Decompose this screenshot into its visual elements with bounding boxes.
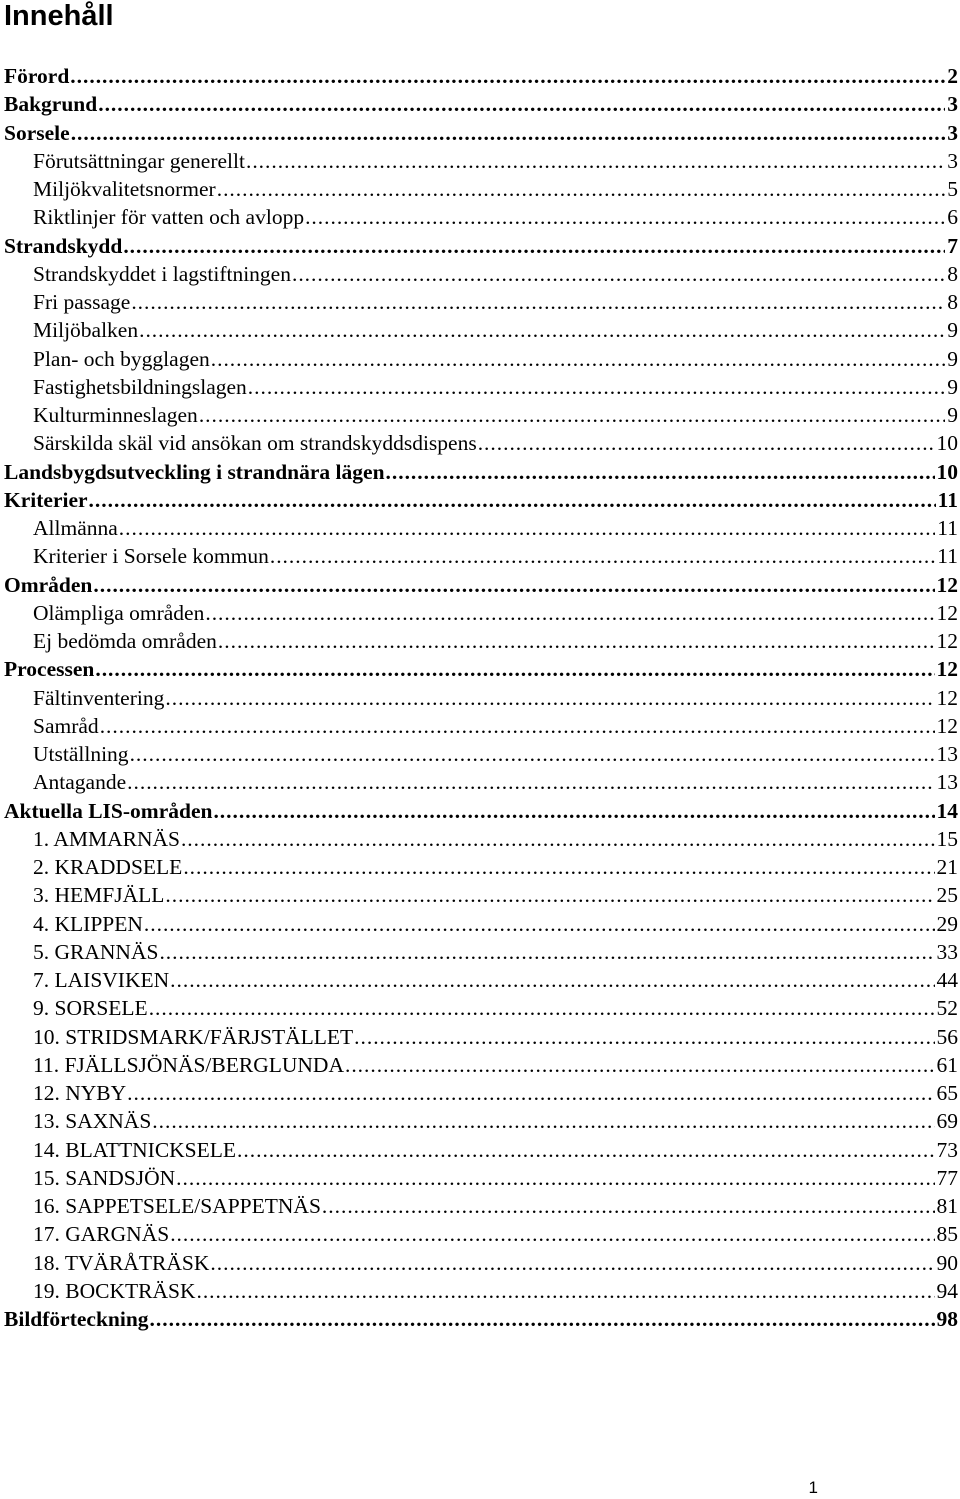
toc-entry[interactable] (4, 1192, 958, 1220)
toc-entry-page-number: 7 (947, 233, 958, 258)
toc-entry[interactable] (4, 627, 958, 655)
toc-entry-label: Riktlinjer för vatten och avlopp (33, 205, 305, 230)
toc-entry-page-number: 13 (936, 742, 958, 766)
toc-entry[interactable] (4, 90, 958, 118)
dot-leader (246, 147, 945, 175)
toc-entry-label: Plan- och bygglagen (33, 346, 210, 371)
toc-entry-page-number: 9 (947, 403, 958, 427)
dot-leader (93, 571, 934, 599)
dot-leader (199, 401, 945, 429)
toc-entry-page-number: 14 (936, 798, 958, 823)
toc-entry-page-number: 12 (936, 629, 958, 653)
toc-entry-page-number: 73 (936, 1137, 958, 1162)
toc-entry-label: Landsbygdsutveckling i strandnära lägen (4, 459, 385, 484)
toc-entry-label: Kriterier (4, 487, 88, 512)
dot-leader (165, 684, 934, 712)
toc-entry-page-number: 3 (947, 120, 958, 145)
toc-entry[interactable] (4, 1079, 958, 1107)
toc-entry-label: Olämpliga områden (33, 600, 205, 625)
toc-entry-label: Förutsättningar generellt (33, 148, 245, 173)
toc-entry-label: 10. STRIDSMARK/FÄRJSTÄLLET (33, 1024, 354, 1049)
toc-entry[interactable] (4, 768, 958, 796)
toc-entry-page-number: 56 (936, 1024, 958, 1049)
toc-entry-label: Bildförteckning (4, 1307, 149, 1331)
toc-entry[interactable] (4, 881, 958, 909)
toc-entry[interactable] (4, 712, 958, 740)
toc-entry-page-number: 11 (937, 544, 958, 569)
toc-entry-page-number: 52 (936, 996, 958, 1021)
toc-entry[interactable] (4, 147, 958, 175)
toc-entry-label: 19. BOCKTRÄSK (33, 1278, 196, 1303)
dot-leader (181, 825, 935, 853)
toc-entry[interactable] (4, 119, 958, 147)
toc-entry-page-number: 65 (936, 1081, 958, 1105)
toc-entry-label: 15. SANDSJÖN (33, 1165, 176, 1190)
toc-entry-page-number: 3 (947, 148, 958, 173)
toc-list (4, 62, 958, 1333)
toc-entry[interactable] (4, 1051, 958, 1079)
toc-entry-page-number: 44 (936, 968, 958, 992)
toc-entry-page-number: 3 (947, 92, 958, 117)
toc-entry[interactable] (4, 203, 958, 231)
toc-entry[interactable] (4, 740, 958, 768)
toc-entry[interactable] (4, 429, 958, 457)
toc-entry-page-number: 5 (947, 177, 958, 201)
toc-entry-label: Strandskydd (4, 233, 123, 258)
dot-leader (305, 203, 945, 231)
toc-entry-page-number: 12 (936, 713, 958, 738)
toc-entry[interactable] (4, 1107, 958, 1135)
toc-entry-page-number: 13 (936, 770, 958, 795)
toc-entry[interactable] (4, 401, 958, 429)
toc-entry-label: Antagande (33, 770, 127, 795)
toc-entry-page-number: 12 (936, 685, 958, 710)
dot-leader (100, 712, 935, 740)
toc-entry[interactable] (4, 853, 958, 881)
toc-entry-label: Fastighetsbildningslagen (33, 374, 247, 399)
toc-entry[interactable] (4, 825, 958, 853)
toc-entry[interactable] (4, 260, 958, 288)
toc-entry-label: Miljökvalitetsnormer (33, 177, 216, 201)
dot-leader (149, 994, 935, 1022)
toc-entry-page-number: 8 (947, 290, 958, 314)
toc-entry[interactable] (4, 1249, 958, 1277)
dot-leader (217, 175, 946, 203)
toc-entry-page-number: 8 (947, 261, 958, 286)
toc-entry[interactable] (4, 316, 958, 344)
toc-entry-label: 17. GARGNÄS (33, 1222, 170, 1247)
toc-entry-label: Aktuella LIS-områden (4, 798, 213, 823)
toc-entry-page-number: 33 (936, 939, 958, 964)
toc-entry-label: Ej bedömda områden (33, 629, 217, 653)
toc-entry[interactable] (4, 1136, 958, 1164)
toc-entry[interactable] (4, 938, 958, 966)
toc-entry-page-number: 21 (936, 855, 958, 879)
toc-entry[interactable] (4, 1305, 958, 1333)
toc-entry-label: 5. GRANNÄS (33, 939, 159, 964)
dot-leader (152, 1107, 934, 1135)
toc-entry-page-number: 61 (936, 1052, 958, 1077)
toc-entry-label: Strandskyddet i lagstiftningen (33, 261, 291, 286)
toc-entry-label: 14. BLATTNICKSELE (33, 1137, 237, 1162)
dot-leader (322, 1192, 935, 1220)
toc-entry-page-number: 9 (947, 346, 958, 371)
dot-leader (159, 938, 934, 966)
toc-entry-page-number: 85 (936, 1222, 958, 1247)
toc-entry-page-number: 98 (936, 1307, 958, 1331)
toc-entry-label: 1. AMMARNÄS (33, 826, 180, 851)
toc-entry-label: Samråd (33, 713, 99, 738)
toc-entry[interactable] (4, 655, 958, 683)
toc-entry-label: Miljöbalken (33, 318, 139, 343)
dot-leader (170, 1220, 934, 1248)
dot-leader (70, 62, 945, 90)
toc-entry-label: Sorsele (4, 120, 70, 145)
dot-leader (292, 260, 945, 288)
dot-leader (127, 1079, 934, 1107)
toc-entry[interactable] (4, 62, 958, 90)
toc-entry-page-number: 12 (936, 657, 958, 682)
dot-leader (213, 797, 934, 825)
toc-entry-page-number: 11 (937, 516, 958, 540)
dot-leader (218, 627, 935, 655)
toc-entry-label: 16. SAPPETSELE/SAPPETNÄS (33, 1194, 321, 1218)
toc-entry-label: Allmänna (33, 516, 118, 540)
page-number: 1 (808, 1478, 818, 1497)
toc-title: Innehåll (4, 0, 114, 32)
dot-leader (345, 1051, 935, 1079)
toc-entry-label: 4. KLIPPEN (33, 911, 143, 936)
toc-entry[interactable] (4, 684, 958, 712)
dot-leader (170, 966, 934, 994)
toc-entry-label: 7. LAISVIKEN (33, 968, 170, 992)
toc-entry-label: Bakgrund (4, 92, 98, 117)
toc-entry-label: Särskilda skäl vid ansökan om strandskyddsdispens (33, 431, 477, 456)
dot-leader (354, 1023, 934, 1051)
toc-entry-label: Kulturminneslagen (33, 403, 198, 427)
dot-leader (144, 910, 935, 938)
toc-entry[interactable] (4, 1023, 958, 1051)
toc-entry[interactable] (4, 373, 958, 401)
toc-entry-label: Förord (4, 64, 70, 88)
dot-leader (165, 881, 934, 909)
toc-entry[interactable] (4, 288, 958, 316)
toc-entry[interactable] (4, 486, 958, 514)
toc-entry-page-number: 10 (936, 431, 958, 456)
dot-leader (248, 373, 945, 401)
toc-entry-page-number: 81 (936, 1194, 958, 1218)
toc-entry[interactable] (4, 599, 958, 627)
dot-leader (139, 316, 945, 344)
toc-entry-label: 11. FJÄLLSJÖNÄS/BERGLUNDA (33, 1052, 344, 1077)
toc-entry[interactable] (4, 542, 958, 570)
toc-entry[interactable] (4, 797, 958, 825)
toc-entry[interactable] (4, 910, 958, 938)
toc-entry[interactable] (4, 1164, 958, 1192)
dot-leader (211, 345, 946, 373)
dot-leader (89, 486, 936, 514)
toc-entry-page-number: 90 (936, 1250, 958, 1275)
toc-entry-label: 13. SAXNÄS (33, 1109, 152, 1134)
toc-entry[interactable] (4, 345, 958, 373)
dot-leader (210, 1249, 934, 1277)
toc-entry[interactable] (4, 1220, 958, 1248)
toc-entry[interactable] (4, 1277, 958, 1305)
toc-entry-page-number: 15 (936, 826, 958, 851)
toc-entry-page-number: 12 (936, 572, 958, 597)
toc-entry-page-number: 12 (936, 600, 958, 625)
dot-leader (131, 288, 945, 316)
toc-entry-label: 3. HEMFJÄLL (33, 883, 165, 908)
toc-entry-label: 2. KRADDSELE (33, 855, 183, 879)
dot-leader (71, 119, 946, 147)
toc-entry[interactable] (4, 994, 958, 1022)
toc-entry-page-number: 94 (936, 1278, 958, 1303)
toc-entry-label: Processen (4, 657, 95, 682)
dot-leader (119, 514, 936, 542)
toc-entry-label: Kriterier i Sorsele kommun (33, 544, 269, 569)
toc-entry[interactable] (4, 966, 958, 994)
dot-leader (237, 1136, 934, 1164)
toc-entry-page-number: 29 (936, 911, 958, 936)
toc-entry-page-number: 10 (936, 459, 958, 484)
dot-leader (130, 740, 935, 768)
dot-leader (123, 232, 945, 260)
toc-entry[interactable] (4, 458, 958, 486)
toc-entry-label: Fältinventering (33, 685, 165, 710)
toc-entry-page-number: 2 (947, 64, 958, 88)
dot-leader (183, 853, 934, 881)
toc-entry-page-number: 9 (947, 318, 958, 343)
toc-entry-label: 9. SORSELE (33, 996, 148, 1021)
toc-entry[interactable] (4, 514, 958, 542)
toc-entry-page-number: 11 (937, 487, 958, 512)
toc-entry-label: 12. NYBY (33, 1081, 127, 1105)
toc-entry-label: Fri passage (33, 290, 131, 314)
toc-entry[interactable] (4, 175, 958, 203)
toc-entry-label: 18. TVÄRÅTRÄSK (33, 1250, 210, 1275)
toc-entry-page-number: 9 (947, 374, 958, 399)
dot-leader (150, 1305, 935, 1333)
toc-entry-page-number: 77 (936, 1165, 958, 1190)
toc-entry-label: Områden (4, 572, 93, 597)
dot-leader (95, 655, 934, 683)
dot-leader (98, 90, 945, 118)
dot-leader (127, 768, 934, 796)
dot-leader (270, 542, 935, 570)
dot-leader (205, 599, 934, 627)
toc-entry-label: Utställning (33, 742, 129, 766)
toc-entry-page-number: 25 (936, 883, 958, 908)
dot-leader (478, 429, 935, 457)
toc-entry[interactable] (4, 571, 958, 599)
toc-entry[interactable] (4, 232, 958, 260)
dot-leader (386, 458, 935, 486)
dot-leader (196, 1277, 934, 1305)
toc-entry-page-number: 69 (936, 1109, 958, 1134)
toc-entry-page-number: 6 (947, 205, 958, 230)
dot-leader (176, 1164, 934, 1192)
